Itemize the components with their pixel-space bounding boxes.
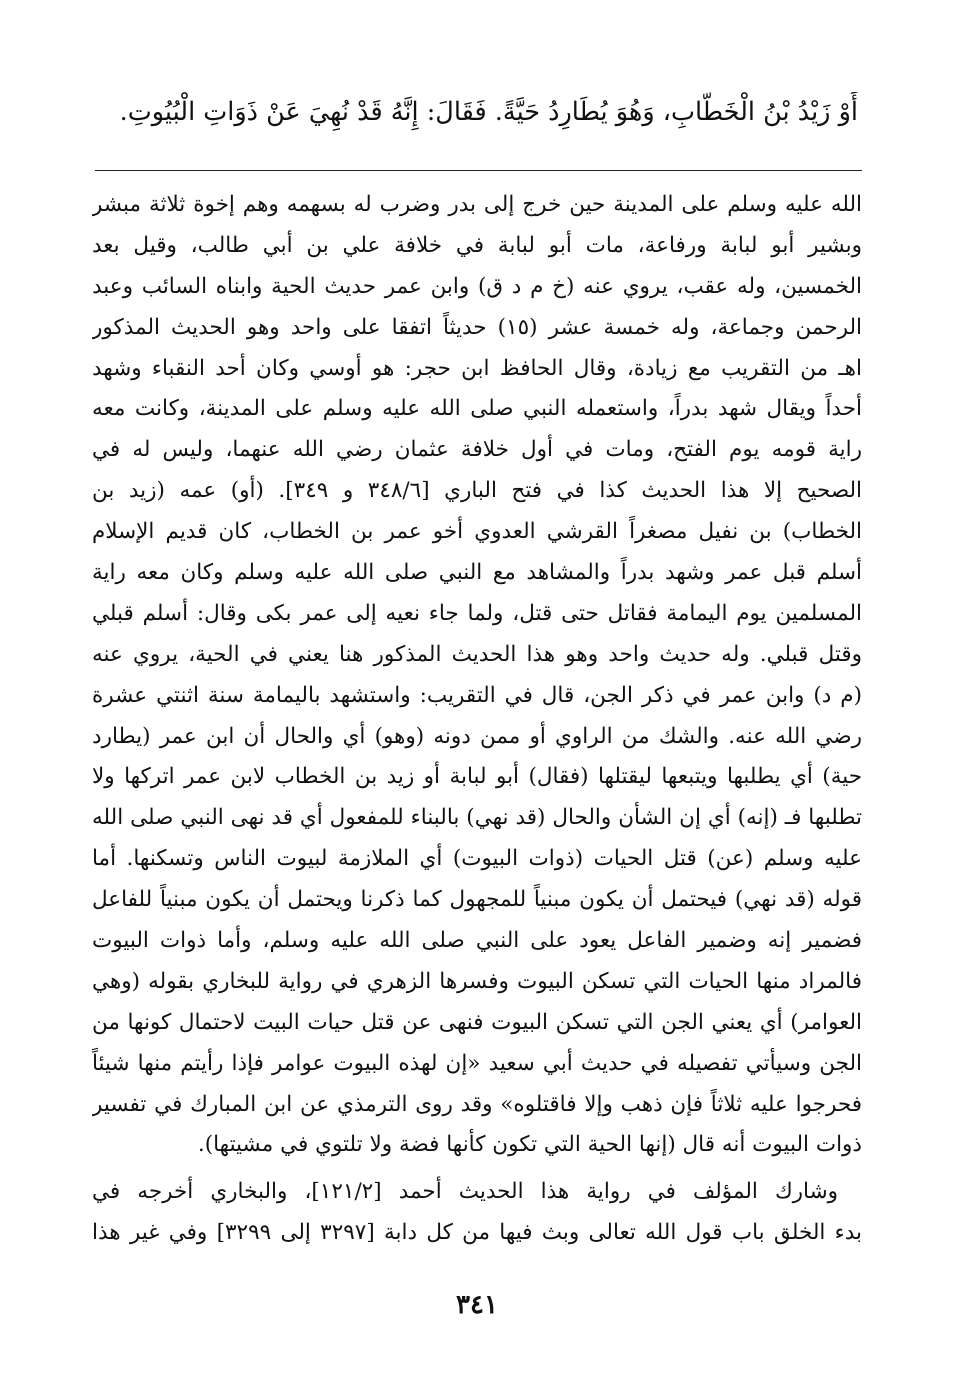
commentary-line: وبشير أبو لبابة ورفاعة، مات أبو لبابة في خلافة علي بن أبي طالب، وقيل بعد <box>92 232 862 258</box>
commentary-line: قوله (قد نهي) فيحتمل أن يكون مبنياً للمجهول كما ذكرنا ويحتمل أن يكون مبنياً للفاعل <box>92 887 862 913</box>
commentary-line: الخطاب) بن نفيل مصغراً القرشي العدوي أخو عمر بن الخطاب، كان قديم الإسلام <box>92 519 862 545</box>
page-number: ٣٤١ <box>456 1290 498 1320</box>
commentary-line: الخمسين، وله عقب، يروي عنه (خ م د ق) وابن عمر حديث الحية وابناه السائب وعبد <box>92 273 862 299</box>
commentary-line: وقتل قبلي. وله حديث واحد وهو هذا الحديث المذكور هنا يعني في الحية، يروي عنه <box>92 641 862 667</box>
commentary-line: الجن وسيأتي تفصيله في حديث أبي سعيد «إن لهذه البيوت عوامر فإذا رأيتم منها شيئاً <box>92 1050 862 1076</box>
commentary-line: تطلبها فـ (إنه) أي إن الشأن والحال (قد نهي) بالبناء للمفعول أي قد نهى النبي صلى الله <box>92 805 862 831</box>
separator-rule <box>95 170 862 171</box>
commentary-block <box>92 185 862 1254</box>
commentary-line: أسلم قبل عمر وشهد بدراً والمشاهد مع النبي صلى الله عليه وسلم وكان معه راية <box>92 560 862 586</box>
hadith-text: أَوْ زَيْدُ بْنُ الْخَطَّابِ، وَهُوَ يُطَارِدُ حَيَّةً. فَقَالَ: إِنَّهُ قَدْ نُهِيَ عَنْ ذَوَاتِ الْبُيُوتِ. <box>119 97 858 127</box>
commentary-line: الصحيح إلا هذا الحديث كذا في فتح الباري [٣٤٨/٦ و ٣٤٩]. (أو) عمه (زيد بن <box>92 478 862 504</box>
commentary-line: اهـ من التقريب مع زيادة، وقال الحافظ ابن حجر: هو أوسي وكان أحد النقباء وشهد <box>92 355 862 381</box>
commentary-line: فالمراد منها الحيات التي تسكن البيوت وفسرها الزهري في رواية للبخاري بقوله (وهي <box>92 968 862 994</box>
commentary-line: فحرجوا عليه ثلاثاً فإن ذهب وإلا فاقتلوه» وقد روى الترمذي عن ابن المبارك في تفسير <box>92 1091 862 1117</box>
commentary-line: الرحمن وجماعة، وله خمسة عشر (١٥) حديثاً اتفقا على واحد وهو الحديث المذكور <box>92 314 862 340</box>
commentary-line: عليه وسلم (عن) قتل الحيات (ذوات البيوت) أي الملازمة لبيوت الناس وتسكنها. أما <box>92 846 862 872</box>
commentary-line: رضي الله عنه. والشك من الراوي أو ممن دونه (وهو) أي والحال أن ابن عمر (يطارد <box>92 723 862 749</box>
commentary-line: ذوات البيوت أنه قال (إنها الحية التي تكون كأنها فضة ولا تلتوي في مشيتها). <box>197 1132 862 1158</box>
commentary-line: العوامر) أي يعني الجن التي تسكن البيوت فنهى عن قتل حيات البيت لاحتمال كونها من <box>92 1009 862 1035</box>
commentary-line: راية قومه يوم الفتح، ومات في أول خلافة عثمان رضي الله عنهما، وليس له في <box>92 437 862 463</box>
commentary-line: وشارك المؤلف في رواية هذا الحديث أحمد [١٢١/٢]، والبخاري أخرجه في <box>92 1179 839 1205</box>
commentary-line: (م د) وابن عمر في ذكر الجن، قال في التقريب: واستشهد باليمامة سنة اثنتي عشرة <box>92 682 862 708</box>
commentary-line: فضمير إنه وضمير الفاعل يعود على النبي صلى الله عليه وسلم، وأما ذوات البيوت <box>92 928 862 954</box>
commentary-line: المسلمين يوم اليمامة فقاتل حتى قتل، ولما جاء نعيه إلى عمر بكى وقال: أسلم قبلي <box>92 600 862 626</box>
commentary-line: بدء الخلق باب قول الله تعالى وبث فيها من كل دابة [٣٢٩٧ إلى ٣٢٩٩] وفي غير هذا <box>92 1220 862 1246</box>
commentary-line: الله عليه وسلم على المدينة حين خرج إلى بدر وضرب له بسهمه وهم إخوة ثلاثة مبشر <box>92 192 862 217</box>
commentary-line: أحداً ويقال شهد بدراً، واستعمله النبي صلى الله عليه وسلم على المدينة، وكانت معه <box>92 396 862 422</box>
commentary-line: حية) أي يطلبها ويتبعها ليقتلها (فقال) أبو لبابة أو زيد بن الخطاب لابن عمر اتركها ولا <box>92 764 862 790</box>
